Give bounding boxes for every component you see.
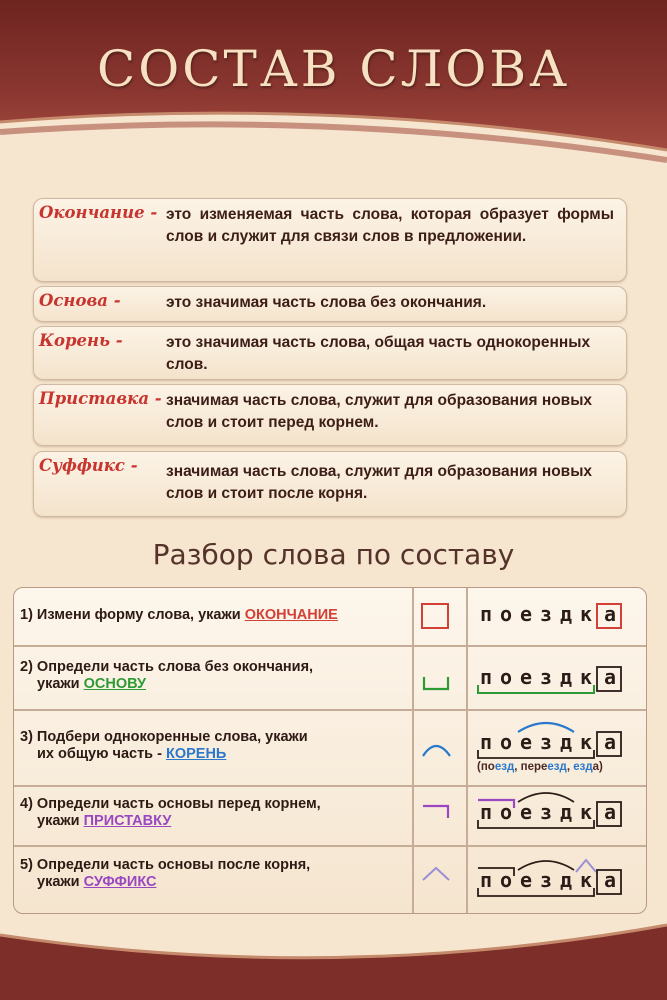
- word-letter: д: [559, 665, 573, 689]
- word-letter: з: [539, 602, 553, 626]
- step-line: 5) Определи часть основы после корня,: [20, 857, 311, 873]
- related-words: [477, 761, 647, 773]
- stem-icon: [421, 673, 453, 695]
- step-text: [20, 729, 418, 763]
- definition-suffix: [33, 451, 627, 517]
- word-letter: к: [579, 730, 593, 754]
- definition-text: значимая часть слова, служит для образования новых слов и стоит после корня.: [166, 463, 593, 502]
- root-icon: [420, 738, 454, 760]
- word-letter: з: [539, 800, 553, 824]
- word-letter: д: [559, 800, 573, 824]
- definition-prefix: [33, 384, 627, 446]
- step-line: [20, 874, 418, 891]
- related-text: (: [477, 761, 481, 773]
- part-stem-label: ОСНОВУ: [83, 676, 147, 692]
- part-ending-label: ОКОНЧАНИЕ: [244, 607, 338, 623]
- word-letter: п: [479, 665, 493, 689]
- suffix-icon: [420, 862, 454, 884]
- step-line: 4) Определи часть основы перед корнем,: [20, 796, 321, 812]
- word-letter: а: [603, 800, 617, 824]
- definition-root: [33, 326, 627, 380]
- word-letter: о: [499, 868, 513, 892]
- word-letter: к: [579, 602, 593, 626]
- word-letter: о: [499, 800, 513, 824]
- related-text: ): [599, 761, 603, 773]
- related-root: езд: [494, 761, 515, 773]
- prefix-icon: [420, 802, 454, 824]
- definition-ending: [33, 198, 627, 282]
- word-letter: а: [603, 665, 617, 689]
- row-divider: [14, 845, 646, 847]
- word-letter: е: [519, 868, 533, 892]
- definition-text: это изменяемая часть слова, которая образует формы слов и служит для связи слов в предложении.: [166, 206, 614, 245]
- step-line-prefix: укажи: [37, 874, 84, 890]
- word-letter: е: [519, 800, 533, 824]
- related-text: ,: [514, 761, 521, 773]
- term-label: Корень -: [39, 331, 123, 350]
- definition-stem: [33, 286, 627, 322]
- related-root: езд: [573, 761, 593, 773]
- bottom-banner: [0, 915, 667, 1000]
- step-line: 3) Подбери однокоренные слова, укажи: [20, 729, 308, 745]
- word-letter: е: [519, 665, 533, 689]
- step-line: [20, 746, 418, 763]
- row-divider: [14, 645, 646, 647]
- step-line-prefix: их общую часть -: [37, 746, 166, 762]
- page-title: СОСТАВ СЛОВА: [97, 40, 570, 98]
- word-letter: д: [559, 602, 573, 626]
- word-letter: з: [539, 730, 553, 754]
- step-line: [20, 813, 418, 830]
- word-letter: о: [499, 602, 513, 626]
- word-letter: о: [499, 730, 513, 754]
- part-prefix-label: ПРИСТАВКУ: [83, 813, 172, 829]
- word-letter: д: [559, 730, 573, 754]
- step-line: 1) Измени форму слова, укажи: [20, 607, 245, 623]
- suffix-mark: [466, 868, 636, 902]
- word-letter: з: [539, 665, 553, 689]
- word-letter: к: [579, 665, 593, 689]
- step-text: [20, 857, 418, 891]
- row-divider: [14, 785, 646, 787]
- step-text: [20, 659, 418, 693]
- word-letter: п: [479, 868, 493, 892]
- stem-mark: [466, 665, 636, 699]
- word-letter: к: [579, 800, 593, 824]
- step-line-prefix: укажи: [37, 813, 84, 829]
- word-letter: о: [499, 665, 513, 689]
- term-label: Суффикс -: [39, 456, 138, 475]
- row-divider: [14, 709, 646, 711]
- related-text: пере: [520, 761, 548, 773]
- root-mark: [466, 730, 636, 764]
- word-letter: з: [539, 868, 553, 892]
- term-label: Окончание -: [39, 203, 158, 222]
- word-letter: а: [603, 602, 617, 626]
- prefix-mark: [466, 800, 636, 834]
- word-letter: п: [479, 602, 493, 626]
- word-letter: д: [559, 868, 573, 892]
- word-letter: к: [579, 868, 593, 892]
- related-text: а: [592, 761, 600, 773]
- step-line: [20, 676, 418, 693]
- definition-text: это значимая часть слова, общая часть однокоренных слов.: [166, 334, 591, 373]
- definition-text: это значимая часть слова без окончания.: [166, 294, 487, 311]
- related-root: езд: [547, 761, 567, 773]
- term-label: Приставка -: [39, 389, 162, 408]
- related-text: по: [480, 761, 495, 773]
- step-line-prefix: укажи: [37, 676, 84, 692]
- word-letter: е: [519, 730, 533, 754]
- section-title: Разбор слова по составу: [152, 538, 515, 571]
- step-text: [20, 796, 418, 830]
- related-text: ,: [566, 761, 574, 773]
- step-line: 2) Определи часть слова без окончания,: [20, 659, 314, 675]
- word-letter: п: [479, 730, 493, 754]
- step-text: [20, 607, 418, 624]
- definition-text: значимая часть слова, служит для образования новых слов и стоит перед корнем.: [166, 392, 593, 431]
- part-suffix-label: СУФФИКС: [83, 874, 157, 890]
- term-label: Основа -: [39, 291, 121, 310]
- ending-icon: [420, 602, 452, 630]
- ending-mark: [466, 602, 636, 632]
- word-letter: а: [603, 868, 617, 892]
- part-root-label: КОРЕНЬ: [165, 746, 227, 762]
- word-letter: е: [519, 602, 533, 626]
- word-letter: п: [479, 800, 493, 824]
- word-letter: а: [603, 730, 617, 754]
